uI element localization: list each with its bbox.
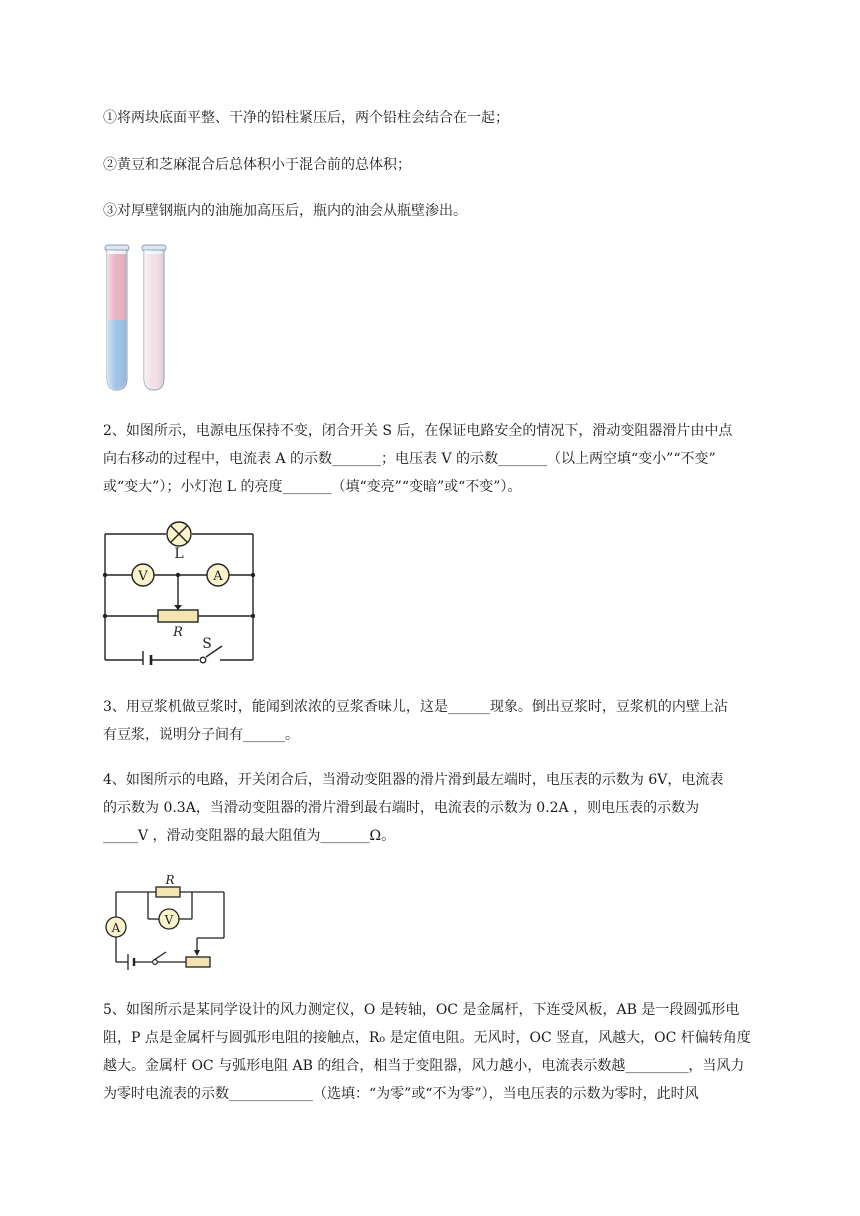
voltmeter-label: V bbox=[138, 569, 148, 584]
statement-2: ②黄豆和芝麻混合后总体积小于混合前的总体积； bbox=[103, 157, 411, 173]
left-test-tube bbox=[105, 245, 129, 390]
rheostat-symbol bbox=[158, 610, 198, 622]
q2-circuit-diagram bbox=[100, 515, 260, 665]
switch-label: S bbox=[202, 636, 212, 652]
statement-1: ①将两块底面平整、干净的铅柱紧压后，两个铅柱会结合在一起； bbox=[103, 110, 509, 126]
q5-line-3: 越大。金属杆 OC 与弧形电阻 AB 的组合，相当于变阻器，风力越小，电流表示数越_________，当风力 bbox=[103, 1058, 745, 1074]
resistor-label: R bbox=[165, 873, 175, 887]
test-tubes-figure bbox=[100, 242, 172, 394]
q3-line-1: 3、用豆浆机做豆浆时，能闻到浓浓的豆浆香味儿，这是______现象。倒出豆浆时，豆浆机的内壁上沾 bbox=[103, 699, 728, 715]
lamp-label: L bbox=[174, 546, 184, 562]
q2-line-3: 或“变大”）；小灯泡 L 的亮度_______（填“变亮”“变暗”或“不变”）。 bbox=[103, 479, 522, 495]
q3-line-2: 有豆浆，说明分子间有______。 bbox=[103, 727, 299, 743]
resistor-symbol bbox=[156, 887, 180, 897]
q4-circuit-diagram bbox=[100, 872, 230, 974]
right-test-tube bbox=[142, 245, 166, 390]
q4-line-2: 的示数为 0.3A，当滑动变阻器的滑片滑到最右端时，电流表的示数为 0.2A ，则电压表的示数为 bbox=[103, 800, 700, 816]
q2-line-2: 向右移动的过程中，电流表 A 的示数_______；电压表 V 的示数_______（以上两空填“变小”“不变” bbox=[103, 451, 716, 467]
ammeter-label: A bbox=[213, 569, 223, 584]
q5-line-4: 为零时电流表的示数____________（选填：“为零”或“不为零”），当电压表的示数为零时，此时风 bbox=[103, 1086, 699, 1102]
battery-symbol-q4 bbox=[128, 954, 134, 970]
q2-line-1: 2、如图所示，电源电压保持不变，闭合开关 S 后，在保证电路安全的情况下，滑动变阻器滑片由中点 bbox=[103, 423, 733, 439]
q5-line-2: 阻，P 点是金属杆与圆弧形电阻的接触点，R₀ 是定值电阻。无风时，OC 竖直，风越大，OC 杆偏转角度 bbox=[103, 1030, 751, 1046]
lamp-symbol bbox=[167, 522, 191, 546]
voltmeter-label-q4: V bbox=[164, 913, 174, 927]
switch-symbol bbox=[200, 657, 206, 663]
battery-symbol bbox=[143, 651, 151, 665]
rheostat-symbol-q4 bbox=[186, 957, 210, 967]
ammeter-label-q4: A bbox=[111, 921, 121, 935]
q4-line-3: _____V ，滑动变阻器的最大阻值为_______Ω。 bbox=[103, 828, 396, 844]
switch-symbol-q4 bbox=[153, 960, 158, 965]
q5-line-1: 5、如图所示是某同学设计的风力测定仪，O 是转轴，OC 是金属杆，下连受风板，AB 是一段圆弧形电 bbox=[103, 1002, 740, 1018]
statement-3: ③对厚壁钢瓶内的油施加高压后，瓶内的油会从瓶壁渗出。 bbox=[103, 203, 467, 219]
rheostat-label: R bbox=[173, 625, 183, 640]
q4-line-1: 4、如图所示的电路，开关闭合后，当滑动变阻器的滑片滑到最左端时，电压表的示数为 6V，电流表 bbox=[103, 772, 724, 788]
